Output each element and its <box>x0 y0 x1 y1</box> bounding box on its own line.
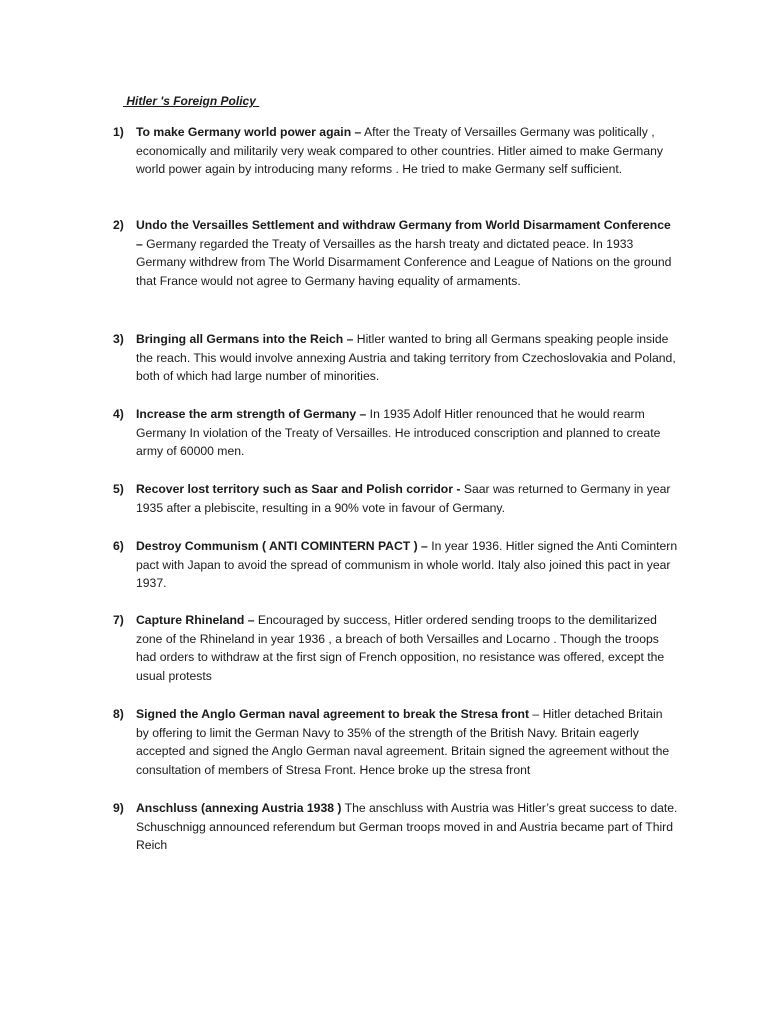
item-body <box>136 537 678 593</box>
item-number: 5) <box>113 482 124 496</box>
item-number: 6) <box>113 539 124 553</box>
item-text: The anschluss with Austria was Hitler’s great success to date. Schuschnigg announced referendum but German troops moved in and Austria became part of Third Reich <box>136 801 678 853</box>
item-heading: Capture Rhineland – <box>136 613 255 627</box>
item-number: 9) <box>113 801 124 815</box>
item-heading: Destroy Communism ( ANTI COMINTERN PACT ) – <box>136 539 428 553</box>
item-heading: Anschluss (annexing Austria 1938 ) <box>136 801 342 815</box>
item-text: In 1935 Adolf Hitler renounced that he would rearm Germany In violation of the Treaty of Versailles. He introduced conscription and planned to create army of 60000 men. <box>136 407 661 459</box>
item-body <box>136 480 678 517</box>
item-heading: Signed the Anglo German naval agreement to break the Stresa front <box>136 707 530 721</box>
item-heading: Recover lost territory such as Saar and Polish corridor - <box>136 482 461 496</box>
item-text: After the Treaty of Versailles Germany was politically , economically and militarily very weak compared to other countries. Hitler aimed to make Germany world power again by introducing many reforms . He tried to make Germany self sufficient. <box>136 125 663 177</box>
item-body <box>136 123 678 179</box>
item-heading: Undo the Versailles Settlement and withdraw Germany from World Disarmament Conference – <box>136 218 671 251</box>
item-body <box>136 405 678 461</box>
item-number: 7) <box>113 613 124 627</box>
item-number: 1) <box>113 125 124 139</box>
item-text: Germany regarded the Treaty of Versailles as the harsh treaty and dictated peace. In 1933 Germany withdrew from The World Disarmament Conference and League of Nations on the ground that France would not agree to Germany having equality of armaments. <box>136 236 672 289</box>
item-text: Encouraged by success, Hitler ordered sending troops to the demilitarized zone of the Rhineland in year 1936 , a breach of both Versailles and Locarno . Though the troops had orders to withdraw at the first sign of French opposition, no resistance was offered, except the usual protests <box>136 613 665 684</box>
item-body <box>136 799 678 855</box>
item-heading: Bringing all Germans into the Reich – <box>136 332 354 346</box>
item-text: In year 1936. Hitler signed the Anti Comintern pact with Japan to avoid the spread of communism in whole world. Italy also joined this pact in year 1937. <box>136 539 678 591</box>
item-text: – Hitler detached Britain by offering to limit the German Navy to 35% of the strength of the British Navy. Britain eagerly accepted and signed the Anglo German naval agreement. Britain signed the agreement without the consultation of members of Stresa Front. Hence broke up the stresa front <box>136 707 670 778</box>
item-body <box>136 216 678 291</box>
item-number: 4) <box>113 407 124 421</box>
item-heading: To make Germany world power again – <box>136 125 362 139</box>
document-title: Hitler 's Foreign Policy <box>123 94 260 108</box>
item-number: 2) <box>113 218 124 232</box>
item-text: Saar was returned to Germany in year 1935 after a plebiscite, resulting in a 90% vote in favour of Germany. <box>136 482 671 515</box>
item-heading: Increase the arm strength of Germany – <box>136 407 367 421</box>
item-body <box>136 611 678 686</box>
item-body <box>136 705 678 780</box>
item-text: Hitler wanted to bring all Germans speaking people inside the reach. This would involve annexing Austria and taking territory from Czechoslovakia and Poland, both of which had large number of minorities. <box>136 332 676 384</box>
item-number: 8) <box>113 707 124 721</box>
item-number: 3) <box>113 332 124 346</box>
item-body <box>136 330 678 386</box>
